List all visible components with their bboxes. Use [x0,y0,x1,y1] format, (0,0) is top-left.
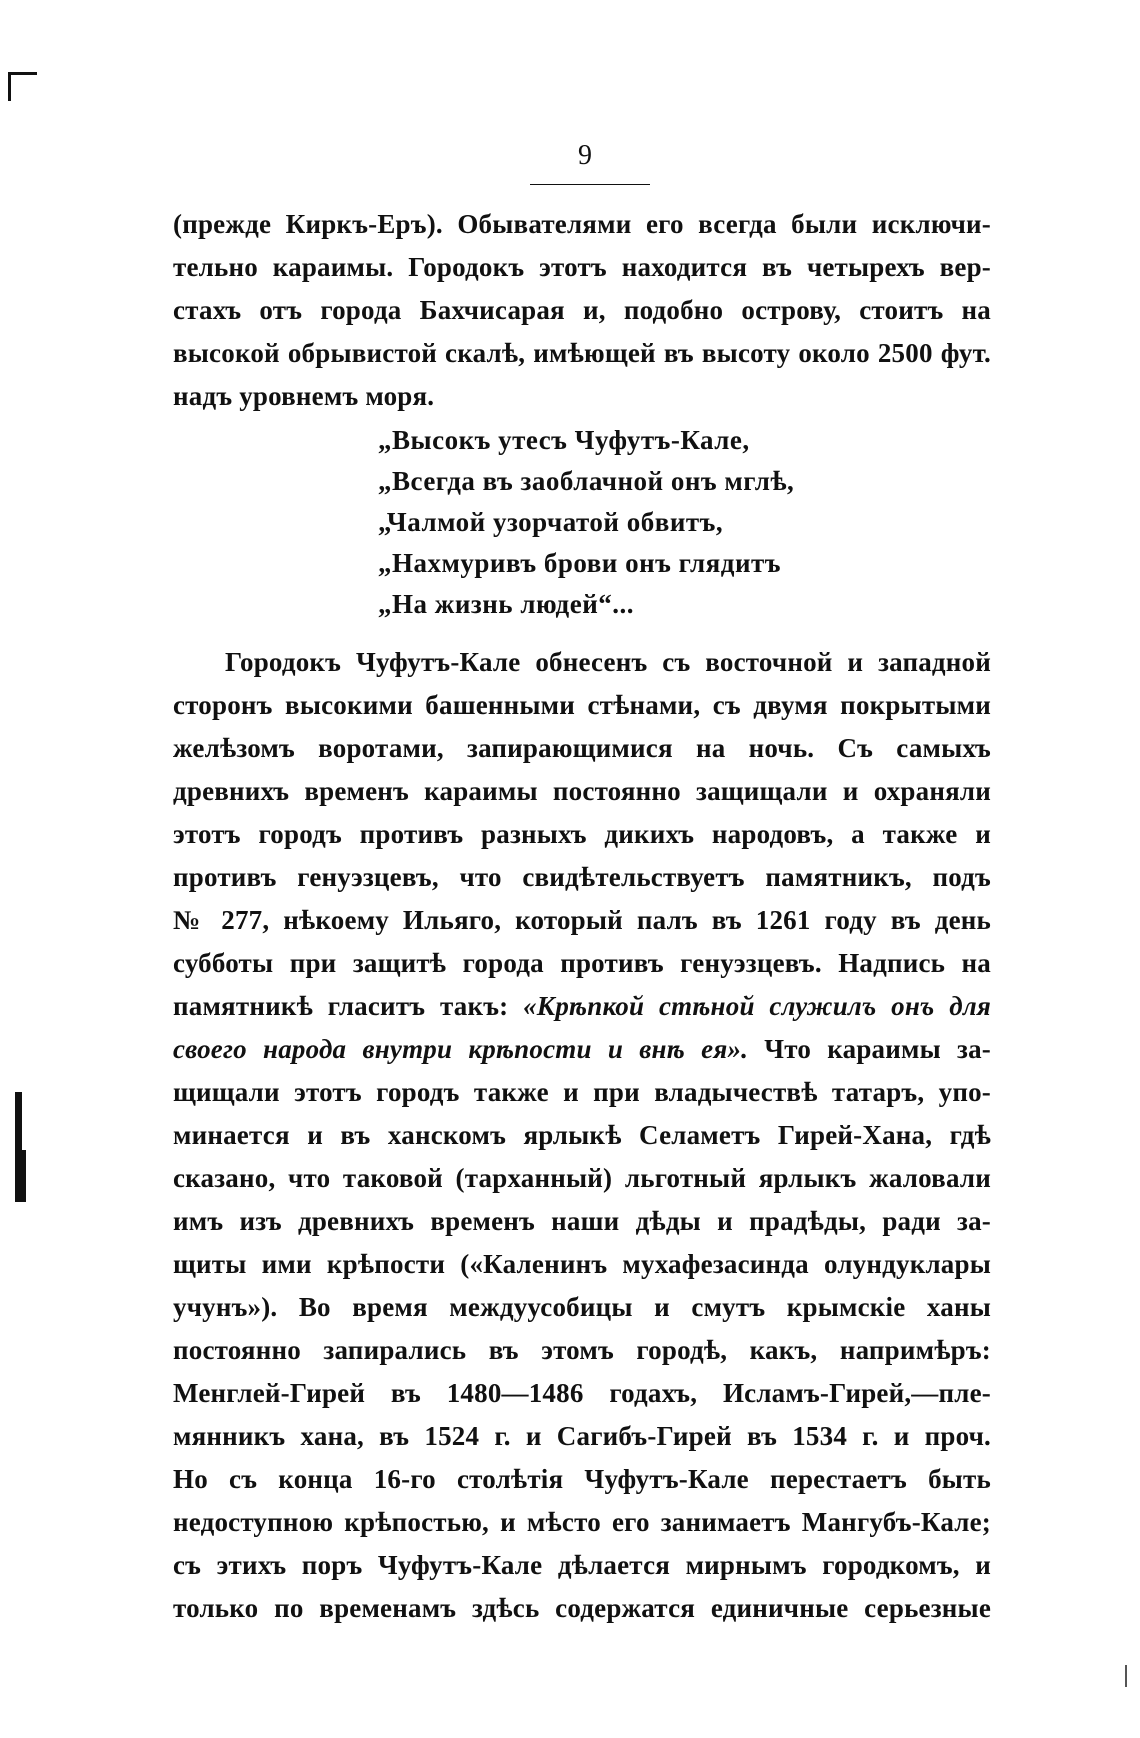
text-line: высокой обрывистой скалѣ, имѣющей въ высоту около 2500 фут. [173,338,991,368]
text-line: надъ уровнемъ моря. [173,381,435,411]
poem-verse: „Чалмой узорчатой обвитъ, [378,507,724,537]
text-line: Но съ конца 16-го столѣтія Чуфутъ-Кале перестаетъ быть [173,1464,991,1494]
text-line: постоянно запирались въ этомъ городѣ, какъ, напримѣръ: [173,1335,991,1365]
inscription-quote-part2: своего народа внутри крѣпости и внѣ ея». [173,1034,749,1064]
text-line: съ этихъ поръ Чуфутъ-Кале дѣлается мирнымъ городкомъ, и [173,1550,991,1580]
text-line: недоступною крѣпостью, и мѣсто его занимаетъ Мангубъ-Кале; [173,1507,991,1537]
paragraph-1 [173,203,991,418]
text-after-inscription: Что караимы за- [764,1034,991,1064]
poem-verse: „На жизнь людей“... [378,589,635,619]
scan-edge-mark [1125,1665,1127,1687]
page-number-rule [530,184,650,185]
text-line: щищали этотъ городъ также и при владычествѣ татаръ, упо- [173,1077,991,1107]
paragraph-2 [173,641,991,1630]
text-line: минается и въ ханскомъ ярлыкѣ Селаметъ Гирей-Хана, гдѣ [173,1120,991,1150]
scan-margin-mark [15,1150,26,1202]
text-line: древнихъ временъ караимы постоянно защищали и охраняли [173,776,991,806]
text-line-with-italic [173,985,991,1028]
text-line: имъ изъ древнихъ временъ наши дѣды и прадѣды, ради за- [173,1206,991,1236]
text-line: желѣзомъ воротами, запирающимися на ночь. Съ самыхъ [173,733,991,763]
text-line: учунъ»). Во время междуусобицы и смутъ крымскіе ханы [173,1292,991,1322]
text-line: мянникъ хана, въ 1524 г. и Сагибъ-Гирей въ 1534 г. и проч. [173,1421,991,1451]
page-number: 9 [578,140,592,171]
text-line: Менглей-Гирей въ 1480—1486 годахъ, Исламъ-Гирей,—пле- [173,1378,991,1408]
text-line: сторонъ высокими башенными стѣнами, съ двумя покрытыми [173,690,991,720]
poem-quotation [378,420,794,625]
scan-margin-mark [15,1092,22,1152]
scan-corner-mark [8,72,37,101]
text-line: (прежде Киркъ-Еръ). Обывателями его всегда были исключи- [173,209,991,239]
text-line: стахъ отъ города Бахчисарая и, подобно острову, стоитъ на [173,295,991,325]
poem-verse: „Высокъ утесъ Чуфутъ-Кале, [378,425,750,455]
inscription-quote-part1: «Крѣпкой стѣной служилъ онъ для [523,991,991,1021]
text-line: сказано, что таковой (тарханный) льготный ярлыкъ жаловали [173,1163,991,1193]
text-line: щиты ими крѣпости («Каленинъ мухафезасинда олундуклары [173,1249,991,1279]
text-line: только по временамъ здѣсь содержатся единичные серьезные [173,1593,991,1623]
text-line: тельно караимы. Городокъ этотъ находится въ четырехъ вер- [173,252,991,282]
poem-verse: „Нахмуривъ брови онъ глядитъ [378,548,782,578]
inscription-lead: памятникѣ гласитъ такъ: [173,991,509,1021]
text-line-with-italic [173,1028,991,1071]
poem-verse: „Всегда въ заоблачной онъ мглѣ, [378,466,795,496]
text-line: № 277, нѣкоему Ильяго, который палъ въ 1261 году въ день [173,905,991,935]
text-line: субботы при защитѣ города противъ генуэзцевъ. Надпись на [173,948,991,978]
text-line: Городокъ Чуфутъ-Кале обнесенъ съ восточной и западной [225,647,991,677]
text-line: этотъ городъ противъ разныхъ дикихъ народовъ, а также и [173,819,991,849]
text-line: противъ генуэзцевъ, что свидѣтельствуетъ памятникъ, подъ [173,862,991,892]
